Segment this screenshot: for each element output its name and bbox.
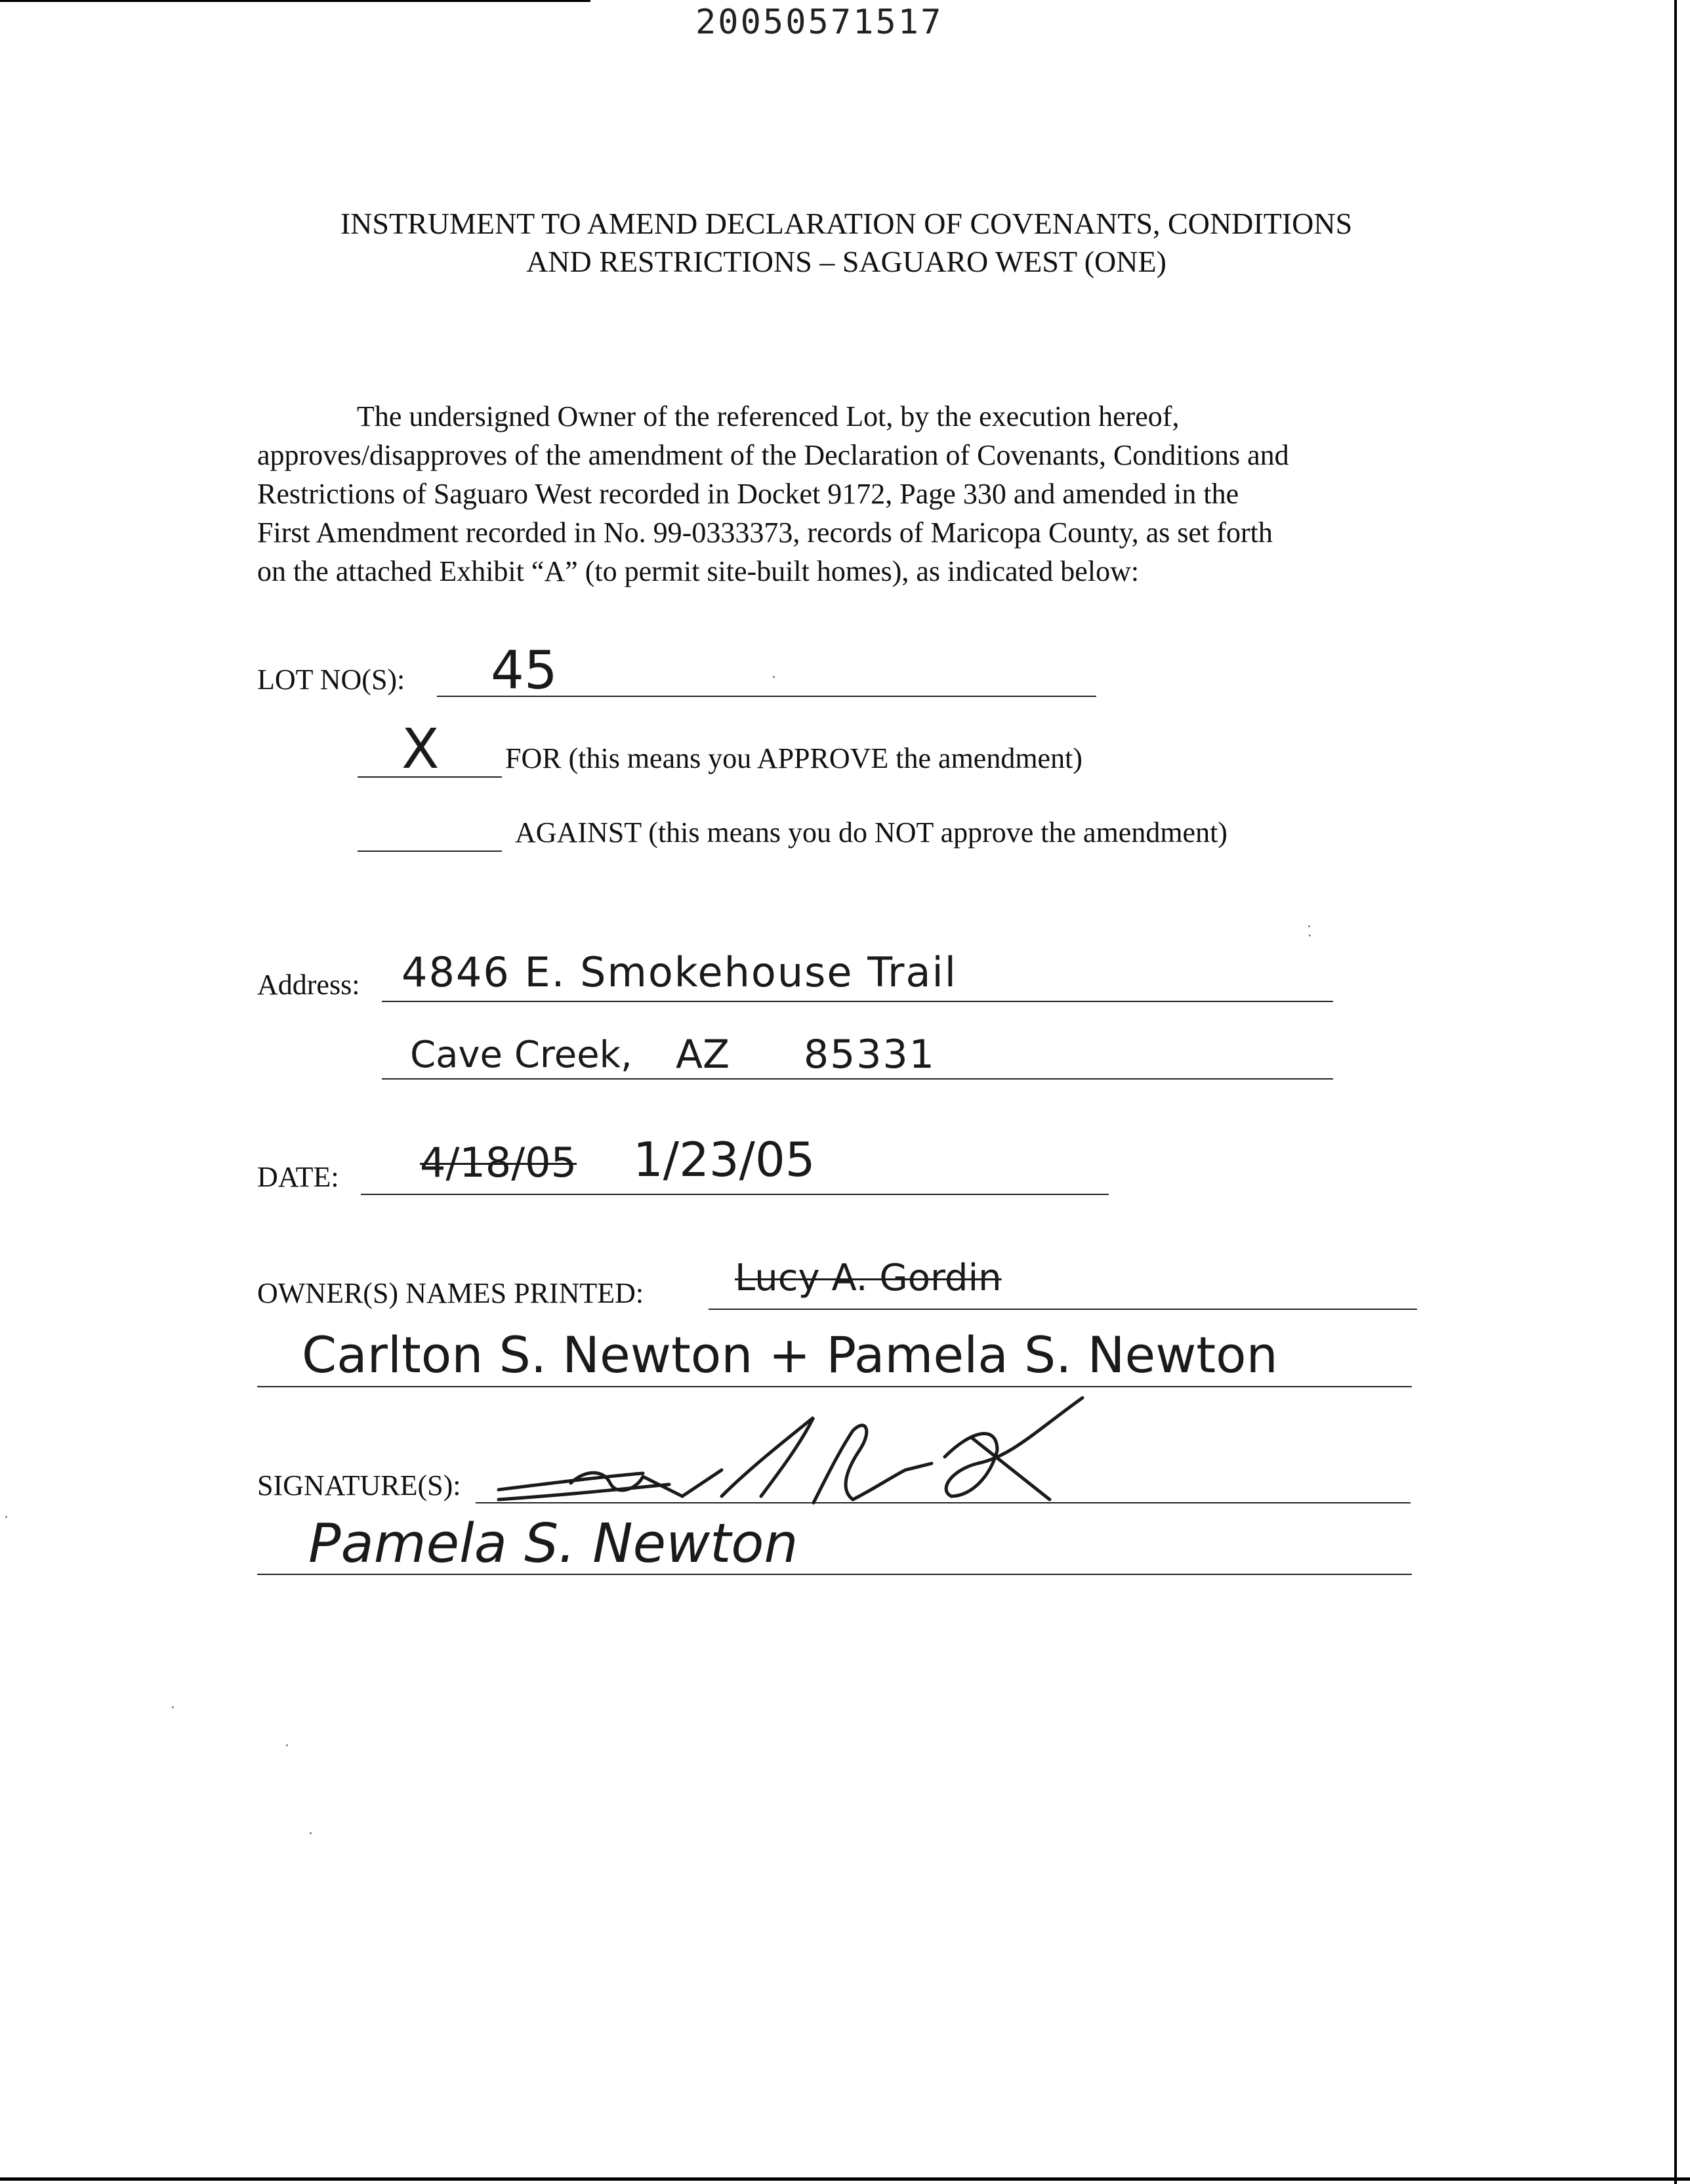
- against-label: AGAINST (this means you do NOT approve the amendment): [515, 816, 1227, 849]
- scan-border-right: [1674, 0, 1677, 2184]
- scan-speck: [310, 1832, 312, 1834]
- scan-speck: [5, 1516, 7, 1518]
- scan-speck: [286, 1744, 288, 1746]
- lot-label: LOT NO(S):: [257, 663, 405, 696]
- for-mark: X: [402, 717, 440, 781]
- signature-1-drawing: [472, 1391, 1102, 1522]
- owner-rule-2: [257, 1386, 1412, 1387]
- body-line: Restrictions of Saguaro West recorded in Docket 9172, Page 330 and amended in the: [257, 478, 1239, 510]
- body-paragraph: [257, 397, 1458, 591]
- scan-speck: [1309, 934, 1311, 936]
- body-line: First Amendment recorded in No. 99-0333373, records of Maricopa County, as set forth: [257, 516, 1273, 549]
- lot-value: 45: [491, 640, 558, 701]
- address-label: Address:: [257, 969, 360, 1001]
- address-state: AZ: [676, 1032, 730, 1078]
- address-zip: 85331: [804, 1032, 936, 1078]
- address-city: Cave Creek,: [410, 1034, 632, 1076]
- owner-names-label: OWNER(S) NAMES PRINTED:: [257, 1277, 644, 1309]
- scan-speck: [172, 1706, 174, 1708]
- scan-border-top: [0, 0, 590, 2]
- title-line-2: AND RESTRICTIONS – SAGUARO WEST (ONE): [526, 245, 1166, 278]
- for-label: FOR (this means you APPROVE the amendment): [505, 742, 1082, 774]
- owner-names: Carlton S. Newton + Pamela S. Newton: [302, 1326, 1278, 1384]
- body-line: on the attached Exhibit “A” (to permit site-built homes), as indicated below:: [257, 555, 1140, 587]
- body-line: The undersigned Owner of the referenced Lot, by the execution hereof,: [357, 400, 1180, 432]
- document-title: [197, 205, 1496, 281]
- address-rule-2: [382, 1078, 1333, 1080]
- recording-number: 20050571517: [695, 3, 943, 42]
- scan-speck: [773, 676, 775, 678]
- against-rule: [358, 850, 502, 852]
- scan-speck: [1308, 925, 1310, 927]
- body-line: approves/disapproves of the amendment of the Declaration of Covenants, Conditions and: [257, 439, 1289, 471]
- address-line-1: 4846 E. Smokehouse Trail: [402, 948, 957, 996]
- date-value: 1/23/05: [633, 1132, 815, 1187]
- owner-struck-name: Lucy A. Gordin: [735, 1257, 1002, 1299]
- scan-border-bottom: [0, 2177, 1690, 2181]
- signature-2: Pamela S. Newton: [308, 1513, 798, 1575]
- title-line-1: INSTRUMENT TO AMEND DECLARATION OF COVENANTS, CONDITIONS: [340, 207, 1353, 240]
- address-rule-1: [382, 1001, 1333, 1002]
- date-rule: [361, 1194, 1109, 1195]
- owner-rule-1: [709, 1309, 1417, 1310]
- date-label: DATE:: [257, 1161, 339, 1193]
- date-struck-value: 4/18/05: [420, 1139, 577, 1186]
- signature-label: SIGNATURE(S):: [257, 1469, 461, 1502]
